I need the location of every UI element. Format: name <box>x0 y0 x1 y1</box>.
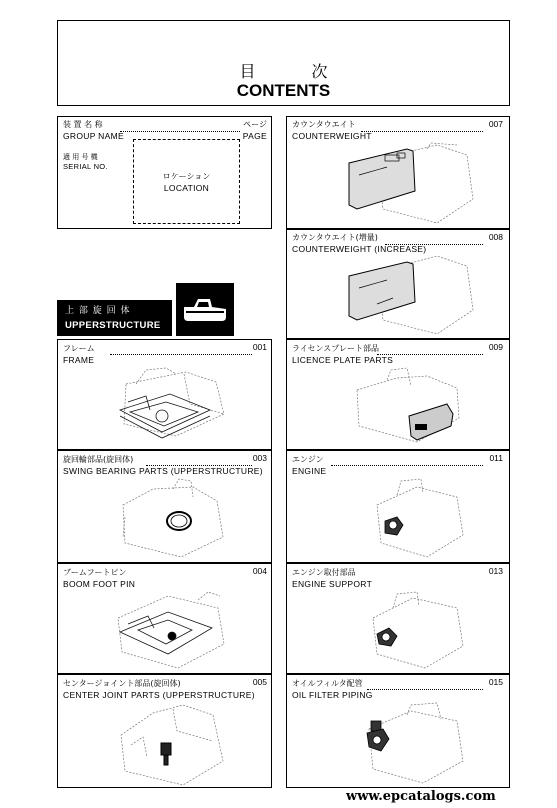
leader-dots <box>331 455 483 466</box>
entry-en: ENGINE SUPPORT <box>292 579 373 589</box>
entry-page: 003 <box>252 453 267 463</box>
entry-jp: カウンタウエイト(増量) <box>292 233 378 242</box>
entry-jp: フレーム <box>63 344 95 353</box>
entry-page: 001 <box>252 342 267 352</box>
location-label-jp: ロケーション <box>162 172 211 181</box>
oil-filter-piping-illustration <box>347 699 477 785</box>
leader-dots <box>377 344 483 355</box>
entry-en: COUNTERWEIGHT <box>292 131 372 141</box>
contents-entry[interactable] <box>286 674 510 788</box>
entry-jp: ブームフートピン <box>63 568 127 577</box>
entry-jp: エンジン <box>292 455 324 464</box>
contents-entry[interactable] <box>57 674 272 788</box>
leader-dots <box>146 455 252 466</box>
leader-dots <box>367 679 483 690</box>
legend-serial-jp: 適 用 号 機 <box>63 153 98 161</box>
contents-entry[interactable] <box>286 116 510 229</box>
location-box <box>133 139 240 224</box>
leader-dots <box>120 121 240 132</box>
entry-page: 013 <box>488 566 503 576</box>
contents-entry[interactable] <box>286 563 510 674</box>
page-title-jp: 目次 <box>239 62 384 81</box>
watermark: www.epcatalogs.com <box>346 789 496 804</box>
engine-support-illustration <box>353 588 477 672</box>
entry-en: CENTER JOINT PARTS (UPPERSTRUCTURE) <box>63 690 255 700</box>
entry-page: 015 <box>488 677 503 687</box>
entry-page: 004 <box>252 566 267 576</box>
legend-group-name-en: GROUP NAME <box>63 131 124 141</box>
legend-page-en: PAGE <box>242 131 267 141</box>
entry-jp: エンジン取付部品 <box>292 568 356 577</box>
entry-page: 009 <box>488 342 503 352</box>
section-header <box>57 300 172 336</box>
counterweight-illustration <box>327 139 477 227</box>
swing-bearing-illustration <box>113 477 233 561</box>
contents-entry[interactable] <box>57 339 272 450</box>
contents-entry[interactable] <box>286 339 510 450</box>
entry-en: COUNTERWEIGHT (INCREASE) <box>292 244 427 254</box>
entry-en: SWING BEARING PARTS (UPPERSTRUCTURE) <box>63 466 263 476</box>
entry-page: 007 <box>488 119 503 129</box>
boom-foot-pin-illustration <box>108 588 238 674</box>
entry-jp: センタージョイント部品(旋回体) <box>63 679 181 688</box>
entry-jp: カウンタウエイト <box>292 120 356 129</box>
leader-dots <box>361 121 483 132</box>
contents-entry[interactable] <box>286 450 510 563</box>
licence-plate-illustration <box>347 366 467 448</box>
entry-jp: オイルフィルタ配管 <box>292 679 363 688</box>
legend-page-jp: ページ <box>243 120 267 129</box>
contents-entry[interactable] <box>57 563 272 674</box>
entry-en: ENGINE <box>292 466 327 476</box>
center-joint-illustration <box>113 701 233 787</box>
location-label-en: LOCATION <box>163 183 210 193</box>
legend-group-name-jp: 装 置 名 称 <box>63 120 103 129</box>
entry-jp: ライセンスプレート部品 <box>292 344 379 353</box>
excavator-upperstructure-icon <box>176 283 234 336</box>
entry-en: LICENCE PLATE PARTS <box>292 355 394 365</box>
entry-jp: 旋回輪部品(旋回体) <box>63 455 134 464</box>
section-title-jp: 上 部 旋 回 体 <box>65 306 131 316</box>
title-frame <box>57 20 510 106</box>
frame-illustration <box>106 364 236 448</box>
section-title-en: UPPERSTRUCTURE <box>65 320 161 331</box>
page-title: CONTENTS <box>236 81 331 100</box>
counterweight-increase-illustration <box>327 252 477 338</box>
contents-entry[interactable] <box>57 450 272 563</box>
leader-dots <box>110 344 252 355</box>
engine-illustration <box>357 475 477 561</box>
legend-cell <box>57 116 272 229</box>
contents-entry[interactable] <box>286 229 510 339</box>
entry-page: 008 <box>488 232 503 242</box>
legend-serial-en: SERIAL NO. <box>63 162 108 171</box>
entry-en: FRAME <box>63 355 95 365</box>
entry-en: BOOM FOOT PIN <box>63 579 136 589</box>
entry-page: 005 <box>252 677 267 687</box>
entry-page: 011 <box>489 453 503 463</box>
entry-en: OIL FILTER PIPING <box>292 690 373 700</box>
